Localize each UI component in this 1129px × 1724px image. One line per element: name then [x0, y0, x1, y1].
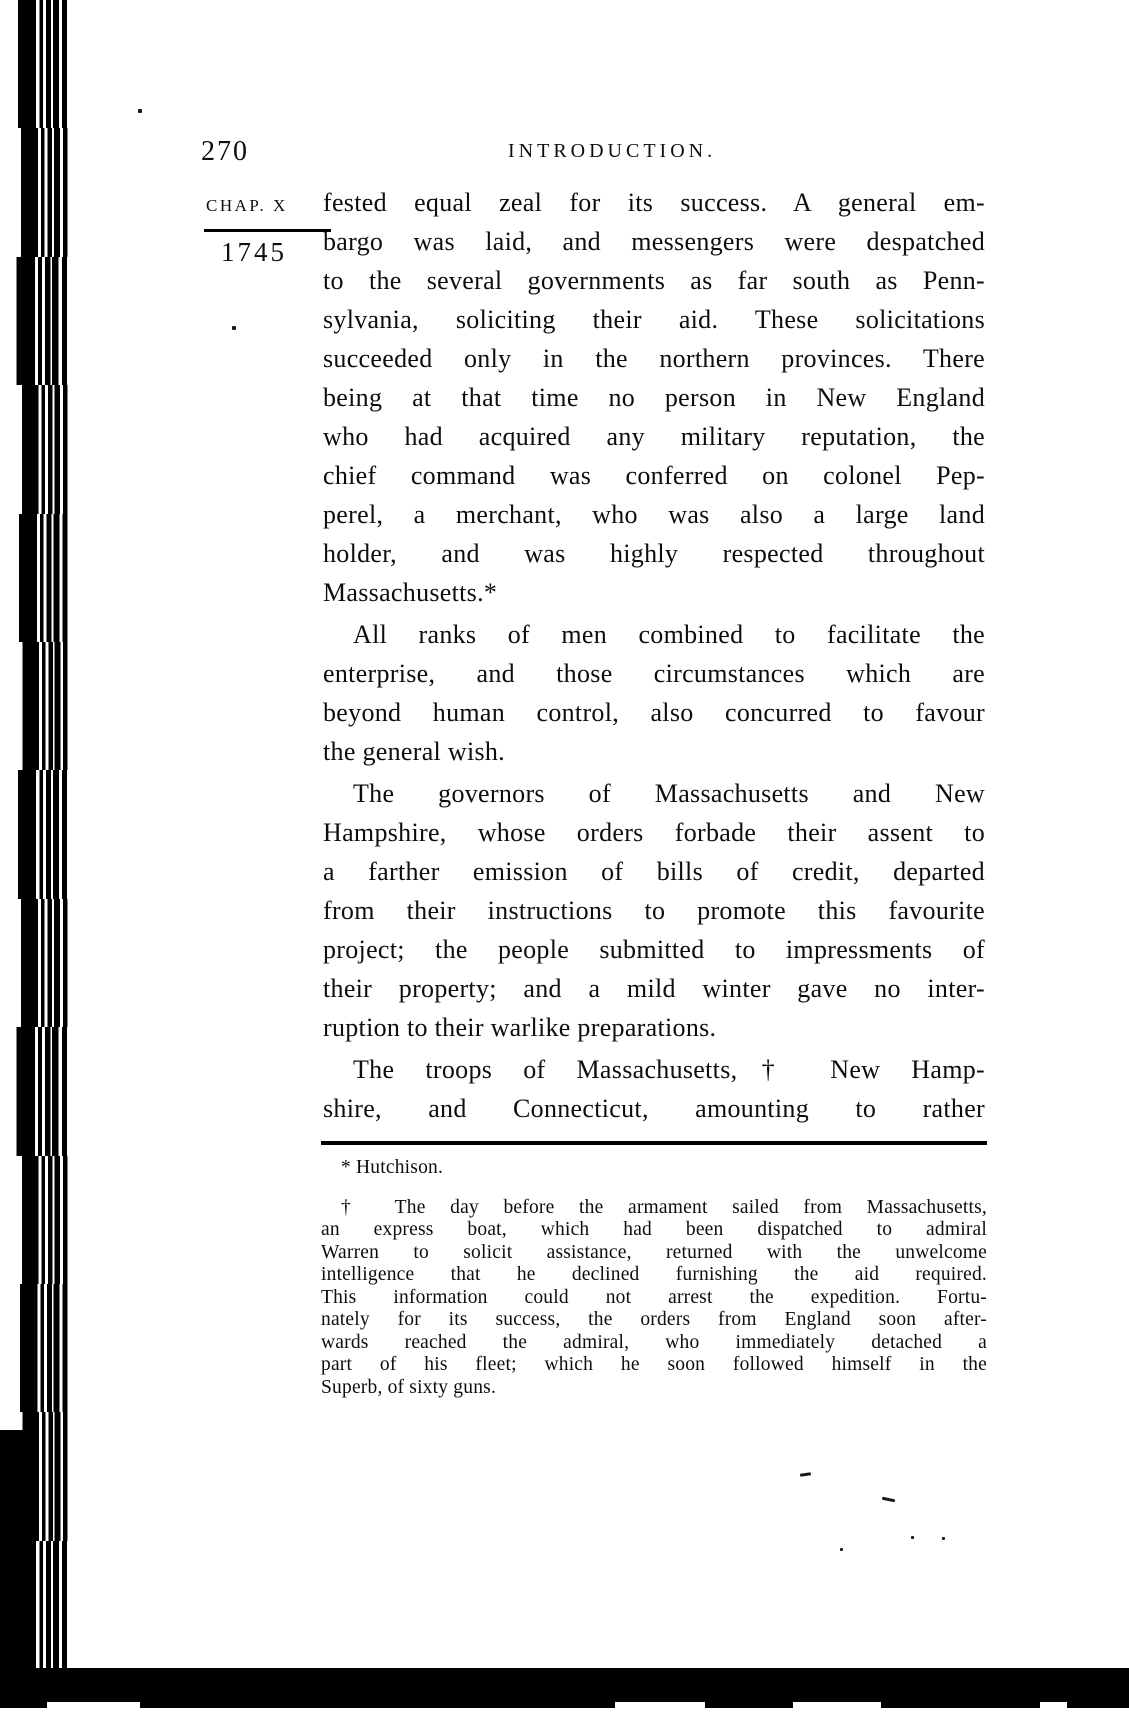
text-line: who had acquired any military reputation, the	[323, 422, 985, 451]
text-line: beyond human control, also concurred to favour	[323, 698, 985, 727]
footnote-line: * Hutchison.	[341, 1157, 444, 1178]
text-line: holder, and was highly respected throughout	[323, 539, 985, 568]
book-gutter-shadow-dark	[0, 1430, 30, 1668]
body-text	[323, 183, 985, 1128]
text-line: chief command was conferred on colonel Pep-	[323, 461, 985, 490]
text-line: project; the people submitted to impressments of	[323, 935, 985, 964]
scan-speck	[840, 1548, 843, 1551]
gutter-stripe-segment	[12, 770, 74, 898]
footnote-line: intelligence that he declined furnishing the aid required.	[321, 1264, 987, 1285]
footnote-line: This information could not arrest the expedition. Fortu-	[321, 1286, 987, 1308]
footnote-line: part of his fleet; which he soon followed himself in the	[321, 1354, 987, 1375]
text-line: sylvania, soliciting their aid. These solicitations	[323, 305, 985, 334]
text-line: fested equal zeal for its success. A general em-	[323, 188, 985, 217]
gutter-stripe-segment	[10, 1027, 74, 1155]
running-header: INTRODUCTION.	[508, 140, 717, 162]
text-line: succeeded only in the northern provinces. There	[323, 344, 985, 373]
scan-speck	[232, 326, 236, 330]
footnote-line: nately for its success, the orders from England soon after-	[321, 1309, 987, 1330]
text-line: being at that time no person in New England	[323, 383, 985, 412]
gutter-stripe-segment	[16, 1156, 74, 1284]
gutter-stripe-segment	[15, 128, 74, 256]
text-line: enterprise, and those circumstances which are	[323, 659, 985, 688]
gutter-stripe-segment	[17, 642, 74, 770]
text-line: their property; and a mild winter gave no inter-	[323, 974, 985, 1003]
footnotes	[321, 1157, 987, 1399]
text-line: bargo was laid, and messengers were despatched	[323, 227, 985, 256]
scan-bar-nick	[615, 1702, 705, 1708]
gutter-stripe-segment	[15, 899, 74, 1027]
text-line: The troops of Massachusetts,† New Hamp-	[353, 1055, 985, 1084]
scan-bar-nick	[47, 1702, 140, 1708]
text-line: to the several governments as far south as Penn-	[323, 266, 985, 295]
scan-bar-nick	[793, 1702, 881, 1708]
gutter-stripe-segment	[13, 514, 74, 642]
text-line: from their instructions to promote this favourite	[323, 896, 985, 925]
gutter-stripe-segment	[12, 0, 74, 128]
scan-speck	[942, 1537, 945, 1540]
book-gutter-shadow	[12, 0, 74, 1668]
scan-speck	[911, 1536, 914, 1539]
margin-rule	[204, 229, 331, 232]
scan-bottom-bar	[0, 1668, 1129, 1708]
text-line: All ranks of men combined to facilitate the	[353, 620, 985, 649]
text-line: The governors of Massachusetts and New	[353, 779, 985, 808]
scan-speck	[800, 1472, 811, 1477]
scan-bar-nick	[1040, 1702, 1067, 1708]
gutter-stripe-segment	[16, 385, 74, 513]
text-line: the general wish.	[323, 737, 505, 766]
footnote-line: Superb, of sixty guns.	[321, 1376, 497, 1398]
gutter-stripe-segment	[14, 1284, 74, 1412]
footnote-line: wards reached the admiral, who immediately detached a	[321, 1331, 987, 1353]
footnote-line: † The day before the armament sailed from Massachusetts,	[341, 1196, 987, 1218]
footnote-line: an express boat, which had been dispatched to admiral	[321, 1219, 987, 1240]
footnote-line: Warren to solicit assistance, returned with the unwelcome	[321, 1241, 987, 1263]
scan-speck	[882, 1497, 895, 1503]
text-line: Hampshire, whose orders forbade their assent to	[323, 818, 985, 847]
text-line: shire, and Connecticut, amounting to rather	[323, 1094, 985, 1123]
text-line: Massachusetts.*	[323, 578, 498, 607]
scan-speck	[138, 109, 142, 113]
page-number: 270	[201, 136, 249, 167]
chapter-margin-note: CHAP. X	[206, 196, 288, 215]
text-line: ruption to their warlike preparations.	[323, 1013, 717, 1042]
text-line: perel, a merchant, who was also a large land	[323, 500, 985, 529]
text-line: a farther emission of bills of credit, departed	[323, 857, 985, 886]
gutter-stripe-segment	[10, 257, 74, 385]
year-margin-note: 1745	[221, 237, 287, 267]
footnote-separator-rule	[321, 1141, 987, 1145]
